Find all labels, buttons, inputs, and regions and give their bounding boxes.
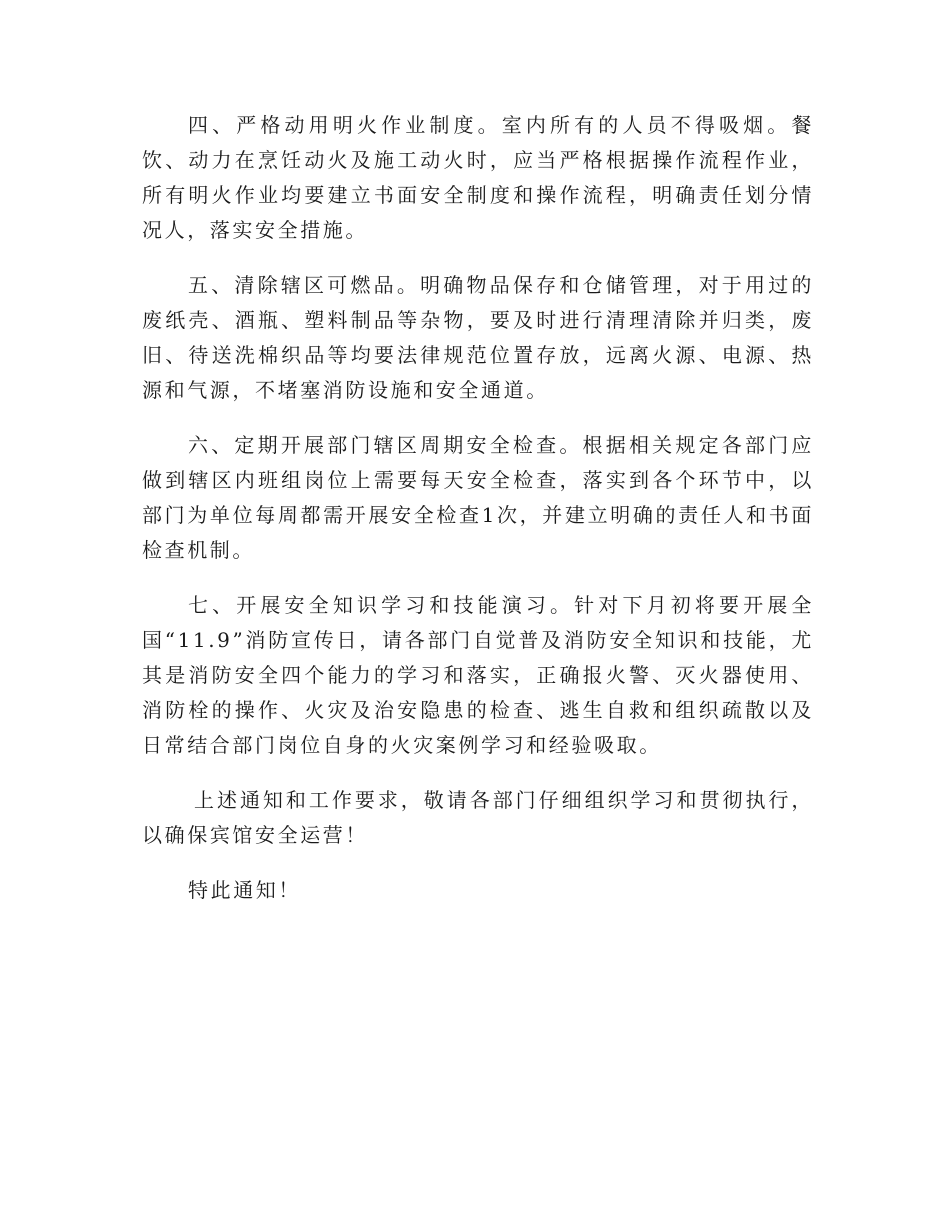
paragraph-item-4: 四、严格动用明火作业制度。室内所有的人员不得吸烟。餐饮、动力在烹饪动火及施工动火时，应当严格根据操作流程作业，所有明火作业均要建立书面安全制度和操作流程，明确责任划分情况人，落实安全措施。 [142,113,814,242]
document-body [142,108,814,928]
paragraph-request: 上述通知和工作要求，敬请各部门仔细组织学习和贯彻执行，以确保宾馆安全运营！ [142,788,814,847]
paragraph-item-6: 六、定期开展部门辖区周期安全检查。根据相关规定各部门应做到辖区内班组岗位上需要每天安全检查，落实到各个环节中，以部门为单位每周都需开展安全检查1次，并建立明确的责任人和书面检查机制。 [142,433,814,562]
paragraph-item-7: 七、开展安全知识学习和技能演习。针对下月初将要开展全国“11.9”消防宣传日，请各部门自觉普及消防安全知识和技能，尤其是消防安全四个能力的学习和落实，正确报火警、灭火器使用、消防栓的操作、火灾及治安隐患的检查、逃生自救和组织疏散以及日常结合部门岗位自身的火灾案例学习和经验吸取。 [142,593,814,757]
paragraph-item-5: 五、清除辖区可燃品。明确物品保存和仓储管理，对于用过的废纸壳、酒瓶、塑料制品等杂物，要及时进行清理清除并归类，废旧、待送洗棉织品等均要法律规范位置存放，远离火源、电源、热源和气源，不堵塞消防设施和安全通道。 [142,273,814,402]
closing-notice: 特此通知！ [188,878,301,902]
